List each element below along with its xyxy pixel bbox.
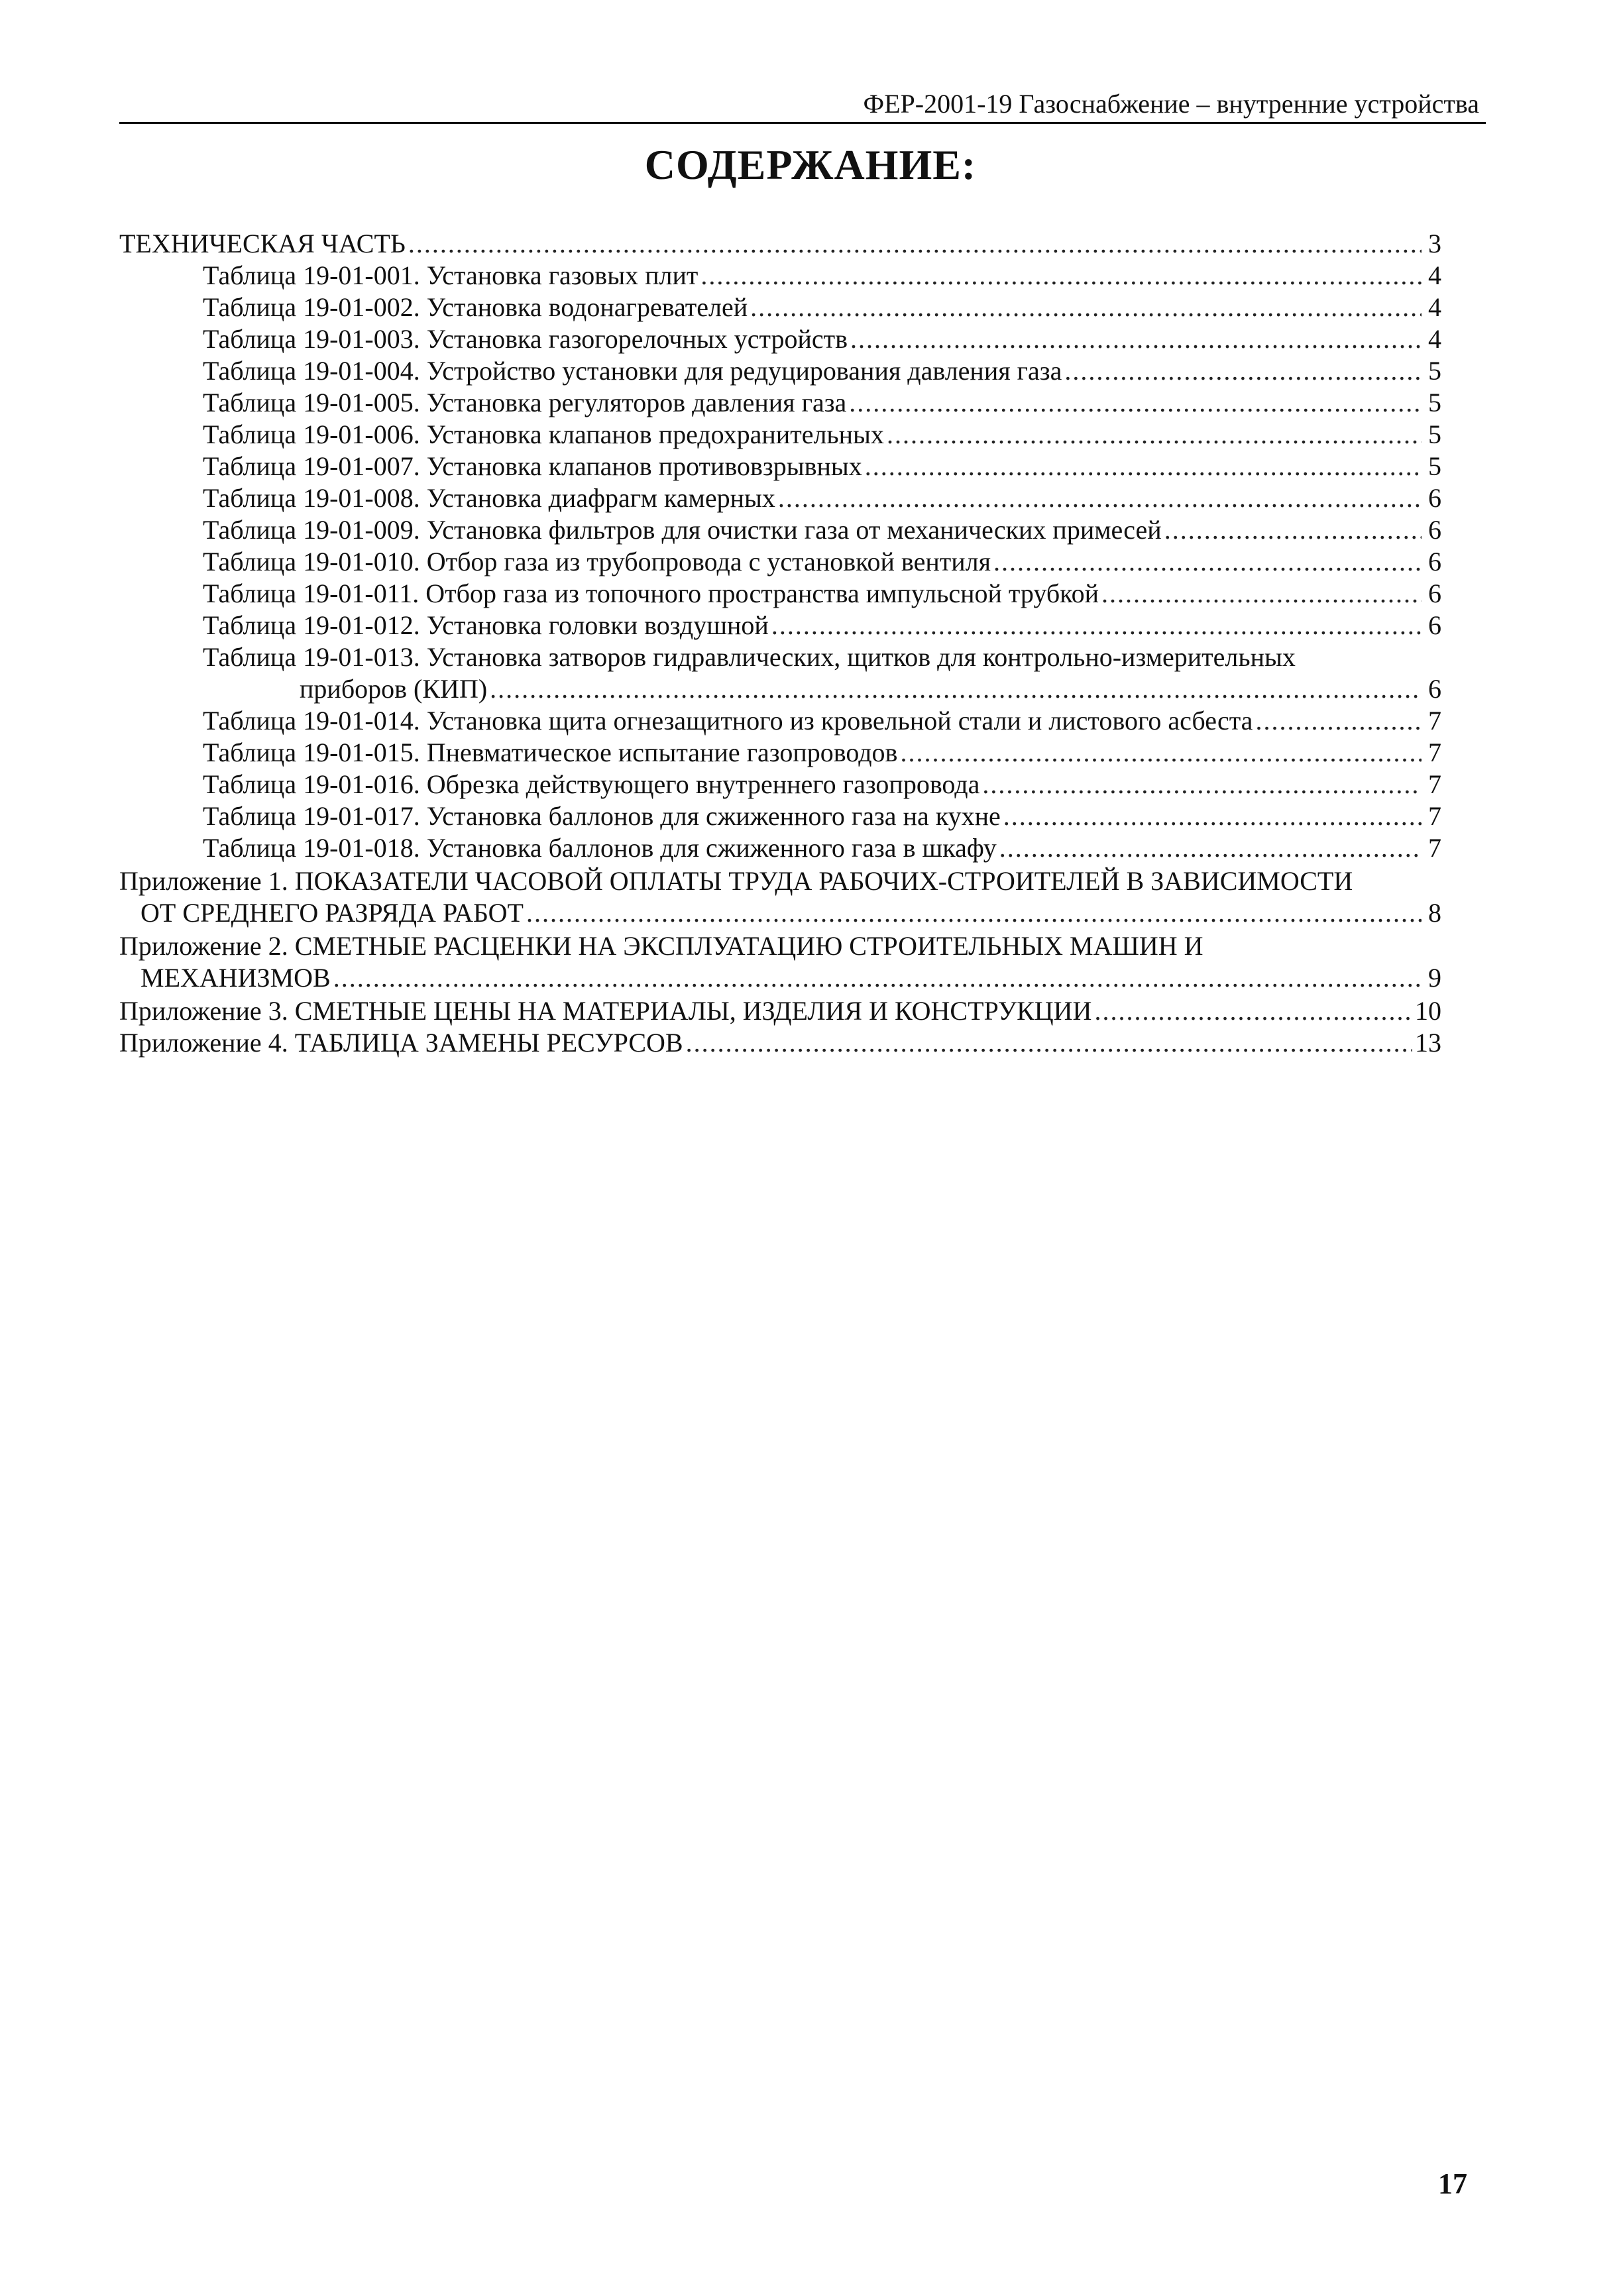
dot-leader <box>750 292 1422 323</box>
dot-leader <box>993 547 1422 577</box>
toc-entry-label: Таблица 19-01-005. Установка регуляторов давления газа <box>203 388 847 417</box>
dot-leader <box>1094 996 1412 1026</box>
toc-entry-label: ОТ СРЕДНЕГО РАЗРЯДА РАБОТ <box>140 898 524 928</box>
toc-entry-page: 7 <box>1428 706 1441 736</box>
toc-entry-label: Таблица 19-01-010. Отбор газа из трубопровода с установкой вентиля <box>203 547 991 576</box>
dot-leader <box>849 388 1422 418</box>
toc-entry-label: Таблица 19-01-015. Пневматическое испытание газопроводов <box>203 738 898 767</box>
toc-entry-label: Приложение 4. ТАБЛИЦА ЗАМЕНЫ РЕСУРСОВ <box>119 1028 683 1058</box>
dot-leader <box>700 260 1422 291</box>
toc-entry-table-010[interactable] <box>203 547 1441 577</box>
dot-leader <box>887 419 1422 450</box>
toc-entry-appendix-4[interactable] <box>119 1028 1441 1058</box>
toc-entry-table-008[interactable] <box>203 483 1441 514</box>
dot-leader <box>408 229 1422 259</box>
toc-entry-page: 7 <box>1428 801 1441 831</box>
toc-entry-page: 13 <box>1415 1028 1441 1058</box>
toc-entry-label: Таблица 19-01-012. Установка головки воздушной <box>203 610 769 640</box>
toc-entry-table-005[interactable] <box>203 388 1441 418</box>
dot-leader <box>526 898 1422 928</box>
toc-entry-page: 6 <box>1428 610 1441 640</box>
dot-leader <box>686 1028 1412 1058</box>
toc-entry-page: 6 <box>1428 674 1441 704</box>
toc-entry-table-013[interactable] <box>300 674 1441 704</box>
toc-entry-label: МЕХАНИЗМОВ <box>140 963 331 993</box>
toc-entry-label: Таблица 19-01-016. Обрезка действующего внутреннего газопровода <box>203 769 980 799</box>
toc-entry-table-009[interactable] <box>203 515 1441 545</box>
dot-leader <box>850 324 1422 355</box>
toc-entry-table-013-line1[interactable]: Таблица 19-01-013. Установка затворов гидравлических, щитков для контрольно-измерительных <box>203 642 1296 672</box>
toc-entry-table-016[interactable] <box>203 769 1441 800</box>
toc-entry-page: 5 <box>1428 388 1441 417</box>
toc-entry-table-015[interactable] <box>203 738 1441 768</box>
toc-entry-page: 6 <box>1428 547 1441 576</box>
toc-entry-table-011[interactable] <box>203 578 1441 609</box>
toc-entry-label: Таблица 19-01-004. Устройство установки для редуцирования давления газа <box>203 356 1062 386</box>
toc-entry-label: Таблица 19-01-009. Установка фильтров для очистки газа от механических примесей <box>203 515 1162 545</box>
toc-entry-appendix-3[interactable] <box>119 996 1441 1026</box>
toc-entry-page: 5 <box>1428 451 1441 481</box>
toc-entry-page: 8 <box>1428 898 1441 928</box>
dot-leader <box>490 674 1422 704</box>
toc-entry-label: Таблица 19-01-006. Установка клапанов предохранительных <box>203 419 884 449</box>
toc-entry-label: Таблица 19-01-002. Установка водонагревателей <box>203 292 748 322</box>
running-header <box>119 83 1486 124</box>
page-title: СОДЕРЖАНИЕ: <box>644 141 977 188</box>
toc-entry-page: 5 <box>1428 419 1441 449</box>
toc-entry-appendix-2[interactable] <box>140 963 1441 993</box>
dot-leader <box>333 963 1422 993</box>
dot-leader <box>982 769 1422 800</box>
toc-entry-label: Таблица 19-01-018. Установка баллонов для сжиженного газа в шкафу <box>203 833 997 863</box>
toc-entry-page: 6 <box>1428 578 1441 608</box>
toc-entry-table-017[interactable] <box>203 801 1441 832</box>
running-header-text: ФЕР-2001-19 Газоснабжение – внутренние устройства <box>863 89 1479 119</box>
toc-entry-page: 7 <box>1428 833 1441 863</box>
toc-entry-appendix-1-line1[interactable]: Приложение 1. ПОКАЗАТЕЛИ ЧАСОВОЙ ОПЛАТЫ ТРУДА РАБОЧИХ-СТРОИТЕЛЕЙ В ЗАВИСИМОСТИ <box>119 866 1353 896</box>
toc-entry-label: Таблица 19-01-003. Установка газогорелочных устройств <box>203 324 848 354</box>
toc-entry-table-001[interactable] <box>203 260 1441 291</box>
dot-leader <box>865 451 1422 482</box>
toc-entry-page: 6 <box>1428 483 1441 513</box>
toc-entry-page: 10 <box>1415 996 1441 1026</box>
toc-entry-label: Приложение 3. СМЕТНЫЕ ЦЕНЫ НА МАТЕРИАЛЫ, ИЗДЕЛИЯ И КОНСТРУКЦИИ <box>119 996 1092 1026</box>
toc-entry-page: 3 <box>1428 229 1441 258</box>
toc-entry-label: Таблица 19-01-014. Установка щита огнезащитного из кровельной стали и листового асбеста <box>203 706 1253 736</box>
toc-entry-table-006[interactable] <box>203 419 1441 450</box>
toc-entry-page: 4 <box>1428 292 1441 322</box>
toc-entry-page: 6 <box>1428 515 1441 545</box>
toc-entry-table-004[interactable] <box>203 356 1441 386</box>
dot-leader <box>1003 801 1422 832</box>
toc-entry-label: Таблица 19-01-008. Установка диафрагм камерных <box>203 483 775 513</box>
toc-entry-label: приборов (КИП) <box>300 674 488 704</box>
toc-entry-table-014[interactable] <box>203 706 1441 736</box>
dot-leader <box>1064 356 1422 386</box>
toc-entry-table-003[interactable] <box>203 324 1441 355</box>
dot-leader <box>1164 515 1422 545</box>
toc-entry-table-002[interactable] <box>203 292 1441 323</box>
toc-entry-page: 4 <box>1428 324 1441 354</box>
dot-leader <box>778 483 1422 514</box>
dot-leader <box>900 738 1422 768</box>
toc-entry-label: Таблица 19-01-011. Отбор газа из топочного пространства импульсной трубкой <box>203 578 1099 608</box>
toc-entry-page: 5 <box>1428 356 1441 386</box>
toc-entry-table-018[interactable] <box>203 833 1441 863</box>
toc-entry-label: Таблица 19-01-017. Установка баллонов для сжиженного газа на кухне <box>203 801 1001 831</box>
toc-entry-label: Таблица 19-01-001. Установка газовых плит <box>203 260 699 290</box>
toc-entry-appendix-1[interactable] <box>140 898 1441 928</box>
dot-leader <box>999 833 1422 863</box>
toc-entry-technical-part[interactable] <box>119 229 1441 259</box>
dot-leader <box>1255 706 1422 736</box>
dot-leader <box>771 610 1422 641</box>
toc-entry-page: 9 <box>1428 963 1441 993</box>
toc-entry-table-007[interactable] <box>203 451 1441 482</box>
toc-entry-label: Таблица 19-01-007. Установка клапанов противовзрывных <box>203 451 862 481</box>
dot-leader <box>1101 578 1422 609</box>
toc-entry-appendix-2-line1[interactable]: Приложение 2. СМЕТНЫЕ РАСЦЕНКИ НА ЭКСПЛУАТАЦИЮ СТРОИТЕЛЬНЫХ МАШИН И <box>119 931 1203 961</box>
toc-entry-page: 4 <box>1428 260 1441 290</box>
toc-entry-page: 7 <box>1428 769 1441 799</box>
toc-entry-page: 7 <box>1428 738 1441 767</box>
page-number: 17 <box>1438 2167 1467 2200</box>
toc-entry-table-012[interactable] <box>203 610 1441 641</box>
toc-entry-label: ТЕХНИЧЕСКАЯ ЧАСТЬ <box>119 229 406 258</box>
